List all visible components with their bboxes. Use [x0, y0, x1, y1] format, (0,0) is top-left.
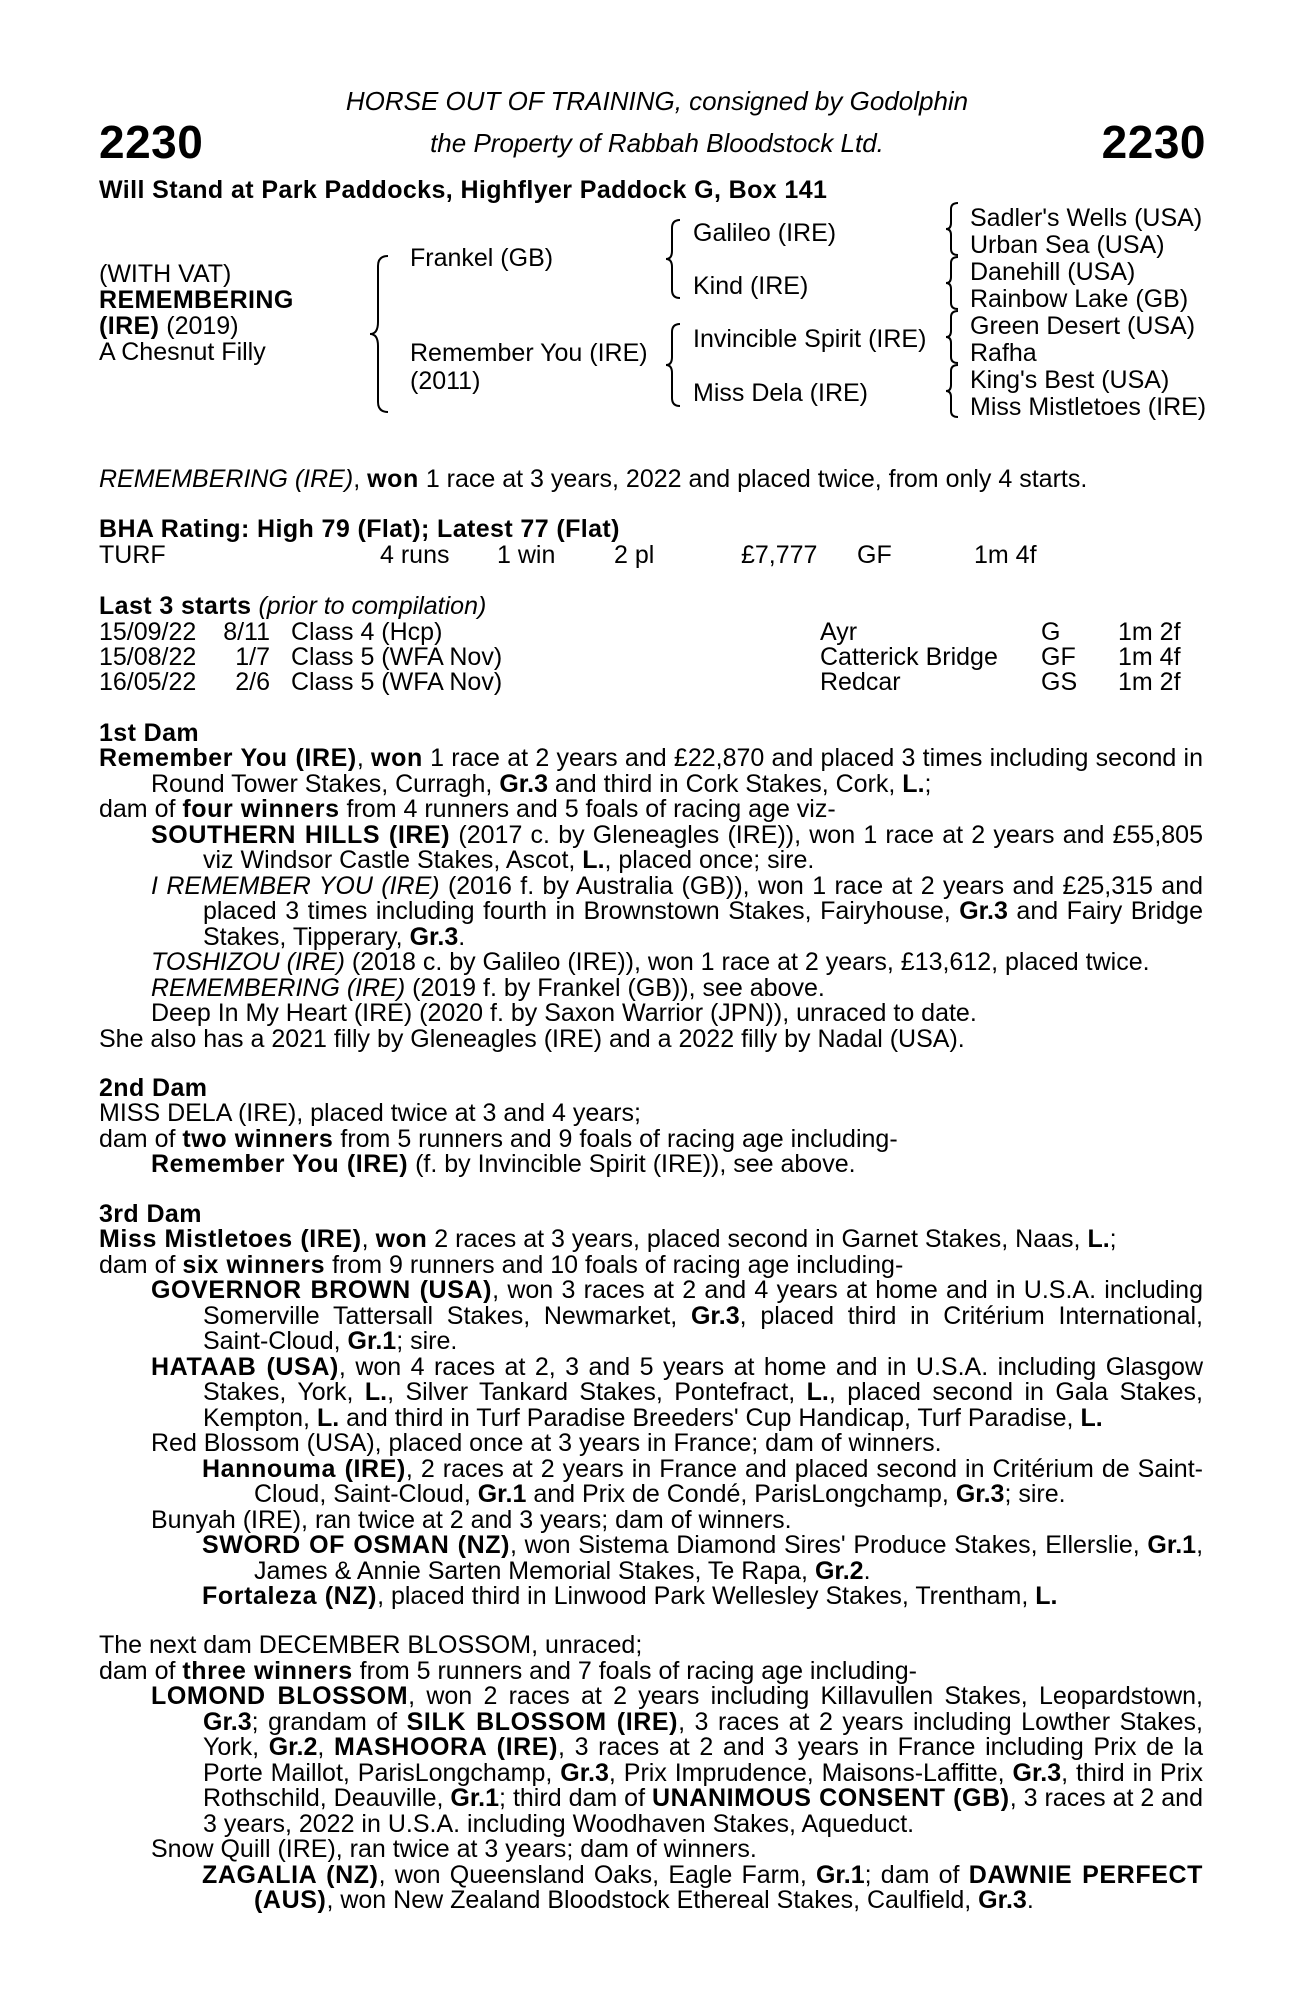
pedigree-dam-dam: Miss Dela (IRE) — [693, 379, 869, 407]
pedigree-bracket-g1 — [946, 203, 960, 255]
third-dam-grand-progeny: Hannouma (IRE), 2 races at 2 years in France and placed second in Critérium de Saint-Cloud, Saint-Cloud, Gr.1 and Prix de Condé, ParisLongchamp, Gr.3; sire. — [202, 1454, 1203, 1508]
pedigree-dam-sire: Invincible Spirit (IRE) — [693, 325, 927, 353]
next-dam-grand-progeny: ZAGALIA (NZ), won Queensland Oaks, Eagle Farm, Gr.1; dam of DAWNIE PERFECT (AUS), won New Zealand Bloodstock Ethereal Stakes, Caulfield, Gr.3. — [202, 1860, 1203, 1914]
third-dam-heading: 3rd Dam — [99, 1200, 202, 1228]
pedigree-g6: Rafha — [970, 339, 1037, 367]
pedigree-sire: Frankel (GB) — [410, 244, 554, 272]
third-dam-intro: Miss Mistletoes (IRE), won 2 races at 3 years, placed second in Garnet Stakes, Naas, L.; — [99, 1225, 1117, 1253]
stand-location: Will Stand at Park Paddocks, Highflyer Paddock G, Box 141 — [99, 176, 828, 204]
start-row-course: Catterick Bridge — [820, 643, 998, 671]
first-dam-note: She also has a 2021 filly by Gleneagles (IRE) and a 2022 filly by Nadal (USA). — [99, 1024, 965, 1053]
first-dam-progeny: TOSHIZOU (IRE) (2018 c. by Galileo (IRE)), won 1 race at 2 years, £13,612, placed twice. — [151, 948, 1150, 976]
rating-earnings: £7,777 — [741, 541, 818, 569]
next-dam-produce-summary: dam of three winners from 5 runners and 7 foals of racing age including- — [99, 1656, 917, 1685]
rating-runs: 4 runs — [380, 541, 450, 569]
start-row-distance: 1m 2f — [1118, 668, 1181, 696]
pedigree-g4: Rainbow Lake (GB) — [970, 285, 1189, 313]
last-starts-title: Last 3 starts (prior to compilation) — [99, 592, 487, 620]
pedigree-g7: King's Best (USA) — [970, 366, 1170, 394]
start-row-date: 15/08/22 — [99, 643, 197, 671]
rating-placed: 2 pl — [614, 541, 655, 569]
third-dam-progeny: GOVERNOR BROWN (USA), won 3 races at 2 and 4 years at home and in U.S.A. including Somerville Tattersall Stakes, Newmarket, Gr.3, placed third in Critérium International, Saint-Cloud, Gr.1; sire. — [151, 1276, 1203, 1355]
first-dam-progeny: Deep In My Heart (IRE) (2020 f. by Saxon Warrior (JPN)), unraced to date. — [151, 999, 977, 1027]
next-dam-section — [99, 1633, 1203, 1914]
start-row-position: 8/11 — [223, 618, 270, 646]
third-dam-progeny: Red Blossom (USA), placed once at 3 years in France; dam of winners. — [151, 1429, 942, 1457]
first-dam-heading: 1st Dam — [99, 719, 200, 747]
third-dam-progeny: HATAAB (USA), won 4 races at 2, 3 and 5 years at home and in U.S.A. including Glasgow Stakes, York, L., Silver Tankard Stakes, Pontefract, L., placed second in Gala Stakes, Kempton, L. and third in Turf Paradise Breeders' Cup Handicap, Turf Paradise, L. — [151, 1352, 1203, 1432]
second-dam-produce-summary: dam of two winners from 5 runners and 9 foals of racing age including- — [99, 1124, 898, 1153]
pedigree-g8: Miss Mistletoes (IRE) — [970, 393, 1207, 421]
property-line: the Property of Rabbah Bloodstock Ltd. — [430, 128, 884, 158]
first-dam-progeny: SOUTHERN HILLS (IRE) (2017 c. by Gleneagles (IRE)), won 1 race at 2 years and £55,805 viz Windsor Castle Stakes, Ascot, L., placed once; sire. — [151, 820, 1203, 874]
second-dam-section — [99, 1101, 1203, 1178]
horse-name: REMEMBERING — [99, 286, 294, 314]
pedigree-bracket-sire — [666, 220, 682, 298]
pedigree-g5: Green Desert (USA) — [970, 312, 1196, 340]
first-dam-progeny: I REMEMBER YOU (IRE) (2016 f. by Australia (GB)), won 1 race at 2 years and £25,315 and placed 3 times including fourth in Brownstown Stakes, Fairyhouse, Gr.3 and Fairy Bridge Stakes, Tipperary, Gr.3. — [151, 871, 1204, 951]
horse-description: A Chesnut Filly — [99, 338, 266, 366]
second-dam-heading: 2nd Dam — [99, 1074, 208, 1102]
start-row-date: 15/09/22 — [99, 618, 197, 646]
first-dam-produce-summary: dam of four winners from 4 runners and 5 foals of racing age viz- — [99, 795, 836, 823]
start-row-position: 1/7 — [235, 643, 270, 671]
start-row-going: G — [1041, 618, 1061, 646]
pedigree-g3: Danehill (USA) — [970, 258, 1136, 286]
third-dam-section — [99, 1227, 1203, 1610]
start-row-going: GS — [1041, 668, 1078, 696]
start-row-going: GF — [1041, 643, 1076, 671]
pedigree-g1: Sadler's Wells (USA) — [970, 204, 1203, 232]
horse-name-line2: (IRE) (2019) — [99, 312, 239, 340]
next-dam-progeny: LOMOND BLOSSOM, won 2 races at 2 years including Killavullen Stakes, Leopardstown, Gr.3; grandam of SILK BLOSSOM (IRE), 3 races at 2 years including Lowther Stakes, York, Gr.2, MASHOORA (IRE), 3 races at 2 and 3 years in France including Prix de la Porte Maillot, ParisLongchamp, Gr.3, Prix Imprudence, Maisons-Laffitte, Gr.3, third in Prix Rothschild, Deauville, Gr.1; third dam of UNANIMOUS CONSENT (GB), 3 races at 2 and 3 years, 2022 in U.S.A. including Woodhaven Stakes, Aqueduct. — [151, 1682, 1203, 1838]
pedigree-sire-dam: Kind (IRE) — [693, 272, 809, 300]
start-row-class: Class 5 (WFA Nov) — [291, 643, 503, 671]
start-row-date: 16/05/22 — [99, 668, 197, 696]
first-dam-section — [99, 746, 1203, 1052]
next-dam-progeny: Snow Quill (IRE), ran twice at 3 years; dam of winners. — [151, 1835, 757, 1863]
race-summary: REMEMBERING (IRE), won 1 race at 3 years, 2022 and placed twice, from only 4 starts. — [99, 465, 1088, 493]
start-row-course: Ayr — [820, 618, 858, 646]
pedigree-bracket-dam — [666, 324, 682, 406]
third-dam-grand-progeny: SWORD OF OSMAN (NZ), won Sistema Diamond Sires' Produce Stakes, Ellerslie, Gr.1, James & Annie Sarten Memorial Stakes, Te Rapa, Gr.2. — [202, 1531, 1204, 1585]
third-dam-produce-summary: dam of six winners from 9 runners and 10 foals of racing age including- — [99, 1250, 904, 1279]
start-row-distance: 1m 2f — [1118, 618, 1181, 646]
start-row-class: Class 5 (WFA Nov) — [291, 668, 503, 696]
second-dam-progeny: Remember You (IRE) (f. by Invincible Spirit (IRE)), see above. — [151, 1150, 856, 1178]
pedigree-bracket-g3 — [946, 311, 960, 363]
pedigree-g2: Urban Sea (USA) — [970, 231, 1165, 259]
third-dam-grand-progeny: Fortaleza (NZ), placed third in Linwood Park Wellesley Stakes, Trentham, L. — [202, 1582, 1058, 1610]
pedigree-bracket-main — [370, 256, 390, 412]
pedigree-dam: Remember You (IRE) — [410, 339, 648, 367]
start-row-distance: 1m 4f — [1118, 643, 1181, 671]
start-row-course: Redcar — [820, 668, 901, 696]
start-row-position: 2/6 — [235, 668, 270, 696]
next-dam-intro: The next dam DECEMBER BLOSSOM, unraced; — [99, 1631, 643, 1659]
third-dam-progeny: Bunyah (IRE), ran twice at 2 and 3 years; dam of winners. — [151, 1505, 792, 1534]
start-row-class: Class 4 (Hcp) — [291, 618, 443, 646]
bha-rating: BHA Rating: High 79 (Flat); Latest 77 (Flat) — [99, 515, 620, 543]
pedigree-bracket-g2 — [946, 257, 960, 309]
pedigree-bracket-g4 — [946, 365, 960, 417]
pedigree-sire-sire: Galileo (IRE) — [693, 219, 837, 247]
first-dam-intro: Remember You (IRE), won 1 race at 2 years and £22,870 and placed 3 times including second in Round Tower Stakes, Curragh, Gr.3 and third in Cork Stakes, Cork, L.; — [99, 744, 1203, 798]
vat-note: (WITH VAT) — [99, 260, 232, 288]
rating-wins: 1 win — [497, 541, 556, 569]
rating-going: GF — [857, 541, 892, 569]
rating-distance: 1m 4f — [974, 541, 1037, 569]
lot-number-right: 2230 — [1101, 116, 1206, 168]
first-dam-progeny: REMEMBERING (IRE) (2019 f. by Frankel (GB)), see above. — [151, 973, 825, 1002]
consignor-line: HORSE OUT OF TRAINING, consigned by Godolphin — [345, 86, 969, 116]
second-dam-intro: MISS DELA (IRE), placed twice at 3 and 4 years; — [99, 1099, 641, 1127]
pedigree-dam-year: (2011) — [410, 367, 481, 395]
lot-number-left: 2230 — [99, 116, 204, 168]
rating-surface: TURF — [99, 541, 166, 569]
